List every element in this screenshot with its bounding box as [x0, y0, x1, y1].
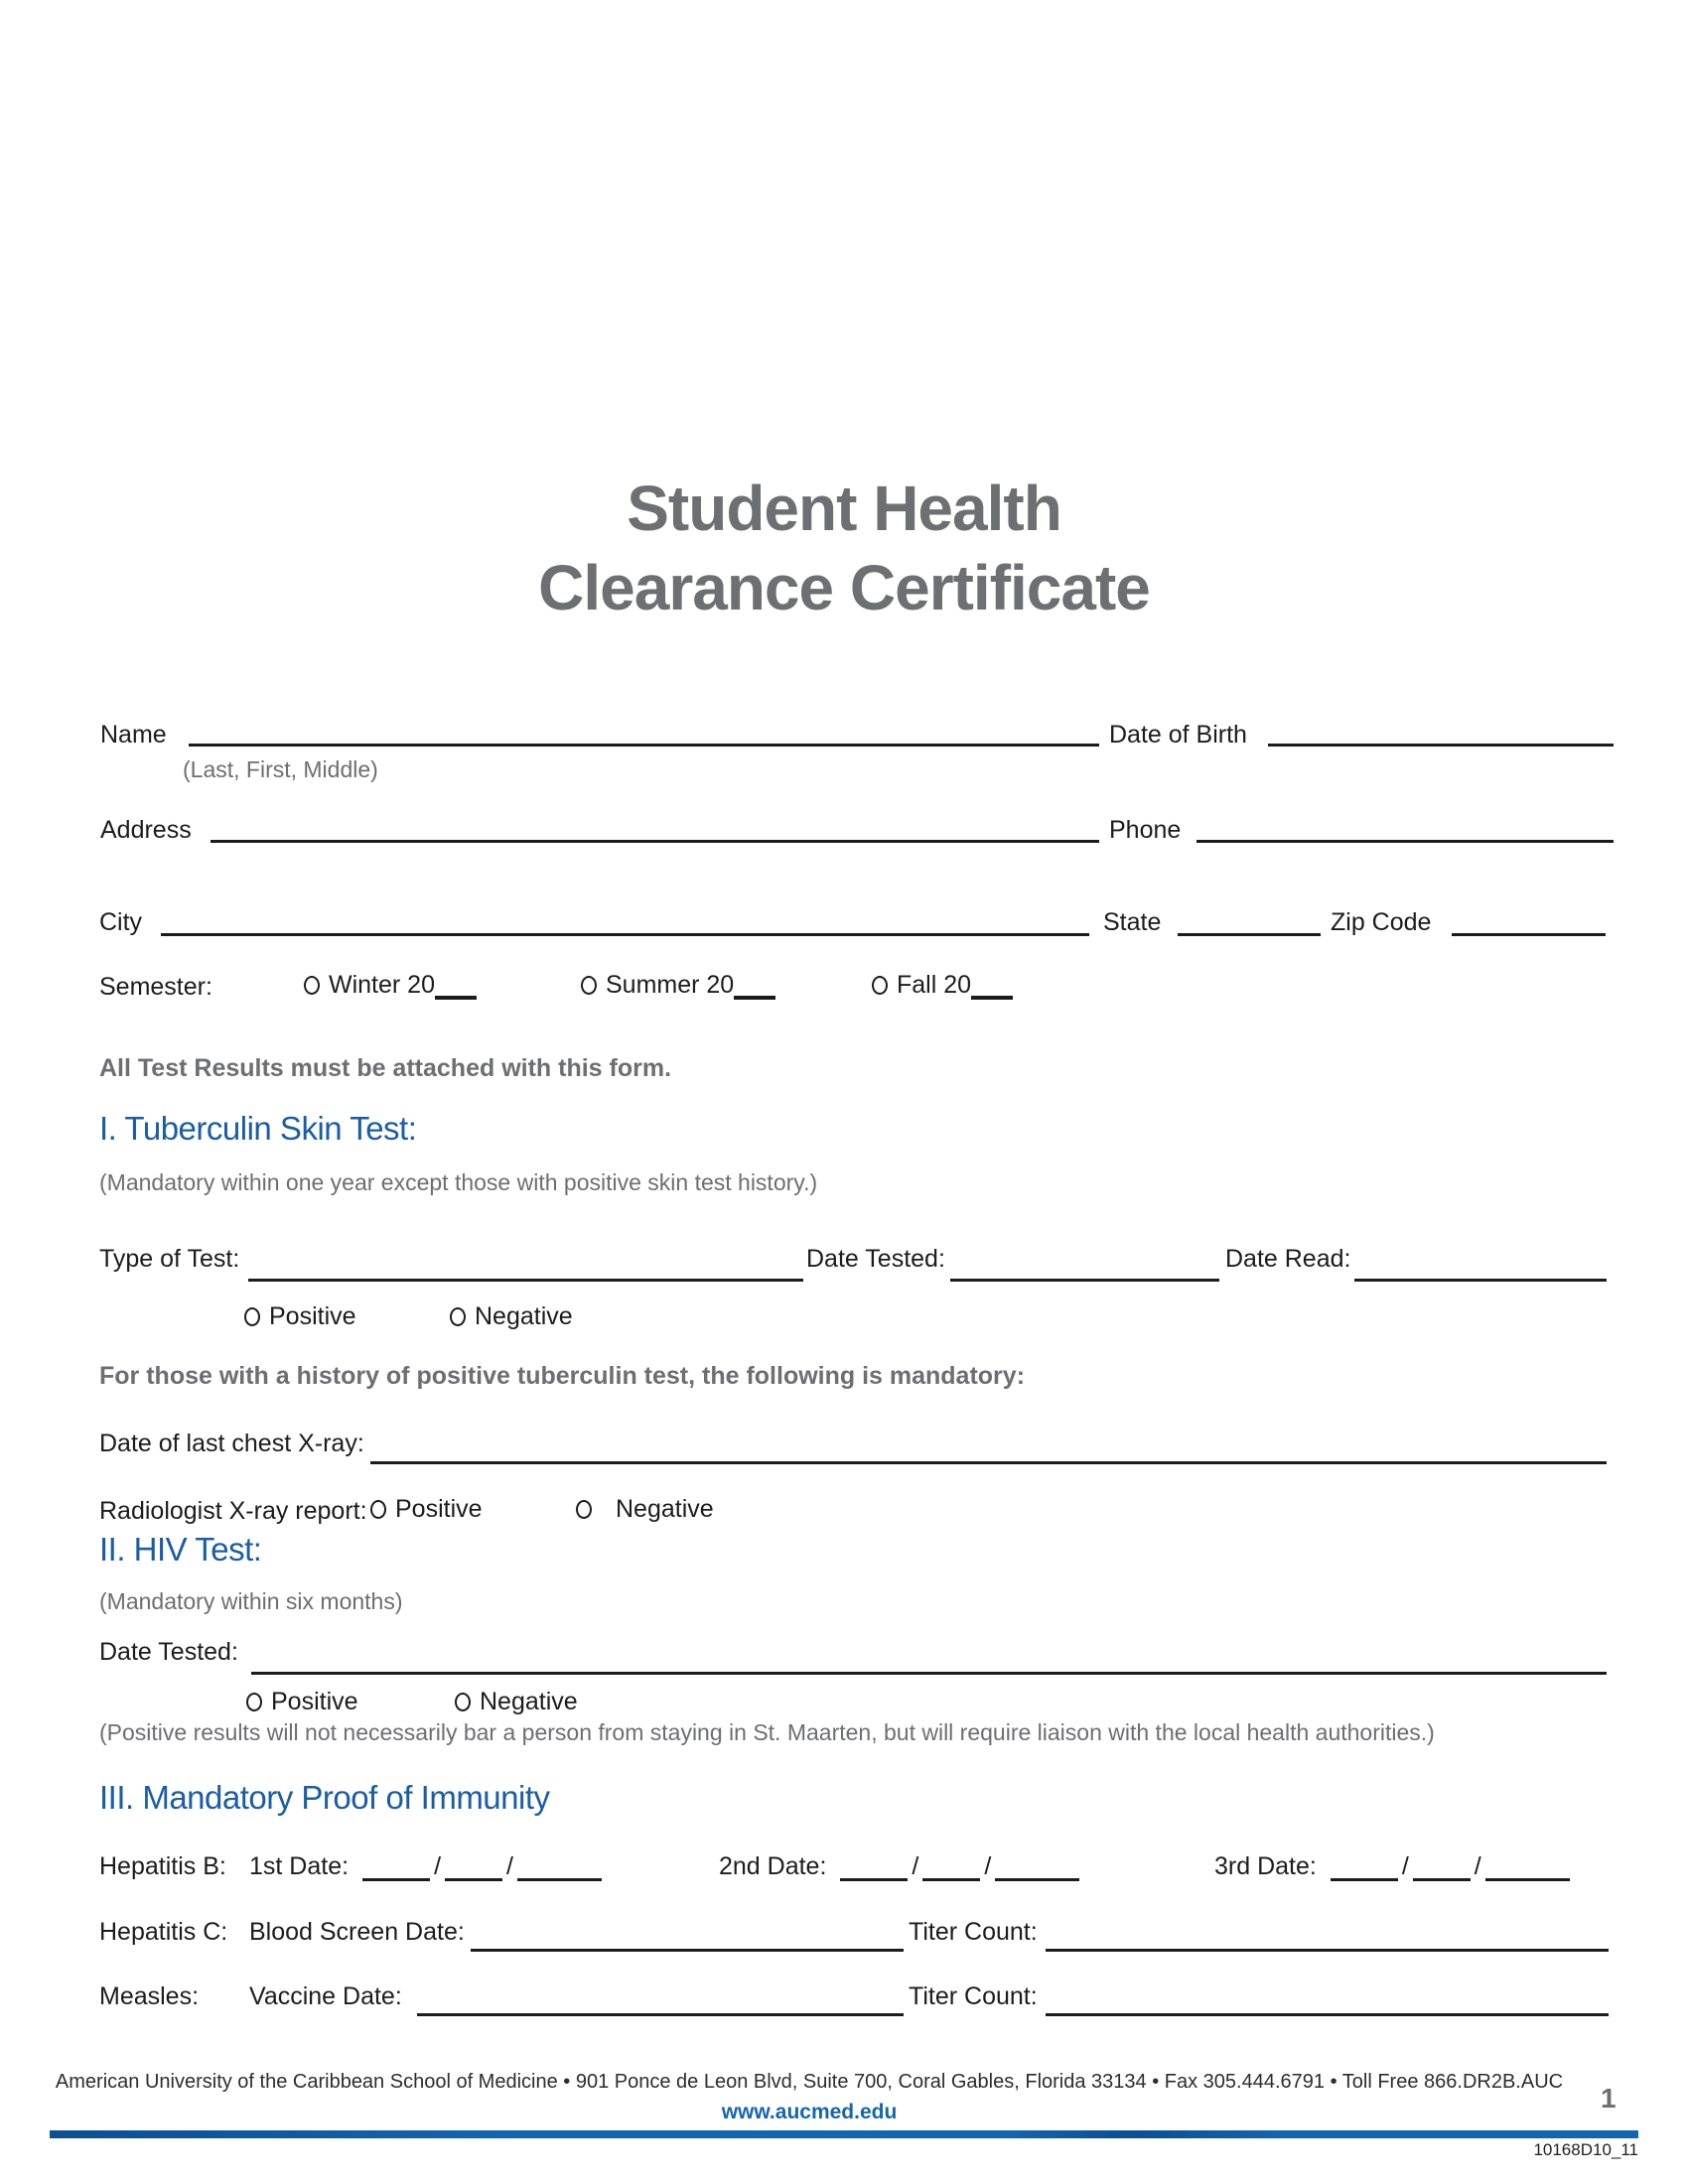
page-number: 1 — [1601, 2083, 1617, 2114]
section3-heading: III. Mandatory Proof of Immunity — [99, 1779, 550, 1816]
date-slash: / — [984, 1852, 992, 1880]
hepb-date1-month-input-line[interactable] — [362, 1857, 430, 1881]
tst-negative-option[interactable] — [450, 1302, 573, 1331]
vaccine-date-label: Vaccine Date: — [249, 1982, 402, 2010]
summer-radio-icon[interactable] — [581, 976, 597, 995]
tst-positive-radio-icon[interactable] — [244, 1307, 260, 1326]
city-label: City — [99, 908, 143, 936]
summer-option-label: Summer 20 — [606, 971, 735, 999]
fall-year-input-line[interactable] — [971, 976, 1013, 1000]
name-hint: (Last, First, Middle) — [183, 756, 378, 782]
winter-option-label: Winter 20 — [329, 971, 435, 999]
city-input-line[interactable] — [161, 933, 1089, 936]
phone-input-line[interactable] — [1196, 840, 1614, 843]
dob-input-line[interactable] — [1268, 744, 1614, 747]
hiv-positive-option[interactable] — [246, 1688, 358, 1716]
summer-year-input-line[interactable] — [734, 976, 775, 1000]
semester-option-fall[interactable] — [872, 971, 1013, 1000]
semester-label: Semester: — [99, 973, 212, 1001]
date-slash: / — [1474, 1852, 1481, 1880]
measles-titer-count-input-line[interactable] — [1046, 2013, 1609, 2016]
radiologist-negative-radio-icon[interactable] — [576, 1500, 592, 1519]
hepb-date3-month-input-line[interactable] — [1331, 1857, 1398, 1881]
hepc-titer-count-label: Titer Count: — [909, 1918, 1038, 1946]
address-input-line[interactable] — [211, 840, 1099, 843]
section1-heading: I. Tuberculin Skin Test: — [99, 1110, 417, 1147]
footer-accent-bar — [50, 2130, 1638, 2138]
radiologist-label: Radiologist X-ray report: — [99, 1497, 367, 1525]
measles-titer-count-label: Titer Count: — [909, 1982, 1038, 2010]
hiv-date-tested-input-line[interactable] — [251, 1672, 1607, 1675]
hepb-date2-day-input-line[interactable] — [922, 1857, 980, 1881]
hiv-negative-option[interactable] — [455, 1688, 578, 1716]
hepb-date2-month-input-line[interactable] — [840, 1857, 908, 1881]
measles-label: Measles: — [99, 1982, 200, 2010]
section2-heading: II. HIV Test: — [99, 1531, 262, 1568]
semester-option-summer[interactable] — [581, 971, 775, 1000]
tst-positive-label: Positive — [269, 1302, 356, 1330]
phone-label: Phone — [1109, 816, 1182, 844]
date-slash: / — [912, 1852, 919, 1880]
doc-code: 10168D10_11 — [1533, 2140, 1638, 2159]
history-notice: For those with a history of positive tuberculin test, the following is mandatory: — [99, 1362, 1026, 1390]
hiv-note: (Positive results will not necessarily bar a person from staying in St. Maarten, but will require liaison with the local health authorities.) — [99, 1719, 1435, 1745]
page-title-line2: Clearance Certificate — [538, 552, 1150, 623]
radiologist-positive-label: Positive — [395, 1495, 483, 1523]
hiv-positive-radio-icon[interactable] — [246, 1693, 262, 1711]
hepb-date2-year-input-line[interactable] — [995, 1857, 1079, 1881]
dob-label: Date of Birth — [1109, 721, 1247, 749]
hepc-titer-count-input-line[interactable] — [1046, 1949, 1609, 1952]
section1-subheading: (Mandatory within one year except those with positive skin test history.) — [99, 1169, 818, 1195]
address-label: Address — [100, 816, 192, 844]
date-read-input-line[interactable] — [1354, 1279, 1607, 1282]
page-title-line1: Student Health — [627, 473, 1061, 544]
tst-positive-option[interactable] — [244, 1302, 356, 1331]
hepb-date3-day-input-line[interactable] — [1413, 1857, 1471, 1881]
page-title — [0, 469, 1688, 627]
winter-radio-icon[interactable] — [304, 976, 320, 995]
name-label: Name — [100, 721, 167, 749]
attach-results-notice: All Test Results must be attached with this form. — [99, 1054, 672, 1082]
chest-xray-input-line[interactable] — [370, 1461, 1607, 1464]
radiologist-positive-radio-icon[interactable] — [370, 1500, 386, 1519]
hiv-date-tested-label: Date Tested: — [99, 1638, 238, 1666]
hiv-negative-radio-icon[interactable] — [455, 1693, 471, 1711]
type-of-test-label: Type of Test: — [99, 1245, 240, 1273]
hepb-date3-group — [1214, 1852, 1570, 1881]
date-slash: / — [506, 1852, 513, 1880]
name-input-line[interactable] — [189, 744, 1099, 747]
state-input-line[interactable] — [1178, 933, 1321, 936]
radiologist-negative-option[interactable] — [576, 1495, 714, 1524]
fall-radio-icon[interactable] — [872, 976, 888, 995]
type-of-test-input-line[interactable] — [248, 1279, 803, 1282]
hepatitis-c-label: Hepatitis C: — [99, 1918, 228, 1946]
section2-subheading: (Mandatory within six months) — [99, 1588, 403, 1614]
date-slash: / — [1401, 1852, 1409, 1880]
tst-date-tested-input-line[interactable] — [950, 1279, 1219, 1282]
radiologist-positive-option[interactable] — [370, 1495, 483, 1524]
fall-option-label: Fall 20 — [897, 971, 972, 999]
hepb-date3-year-input-line[interactable] — [1485, 1857, 1570, 1881]
date1-label: 1st Date: — [249, 1852, 350, 1880]
winter-year-input-line[interactable] — [435, 976, 477, 1000]
date2-label: 2nd Date: — [719, 1852, 827, 1880]
hiv-positive-label: Positive — [271, 1688, 358, 1715]
zip-label: Zip Code — [1331, 908, 1432, 936]
tst-negative-radio-icon[interactable] — [450, 1307, 466, 1326]
tst-date-tested-label: Date Tested: — [806, 1245, 945, 1273]
chest-xray-label: Date of last chest X-ray: — [99, 1430, 364, 1457]
footer-org-line: American University of the Caribbean School of Medicine • 901 Ponce de Leon Blvd, Suite 700, Coral Gables, Florida 33134 • Fax 305.444.6791 • Toll Free 866.DR2B.AUC — [55, 2071, 1564, 2093]
hepb-date1-year-input-line[interactable] — [517, 1857, 602, 1881]
tst-negative-label: Negative — [475, 1302, 573, 1330]
state-label: State — [1103, 908, 1162, 936]
hepb-date2-group — [719, 1852, 1079, 1881]
semester-option-winter[interactable] — [304, 971, 477, 1000]
zip-input-line[interactable] — [1452, 933, 1606, 936]
date-slash: / — [434, 1852, 442, 1880]
blood-screen-input-line[interactable] — [471, 1949, 904, 1952]
blood-screen-label: Blood Screen Date: — [249, 1918, 465, 1946]
hepb-date1-day-input-line[interactable] — [445, 1857, 502, 1881]
vaccine-date-input-line[interactable] — [417, 2013, 904, 2016]
date3-label: 3rd Date: — [1214, 1852, 1317, 1880]
hepb-date1-group — [249, 1852, 602, 1881]
hiv-negative-label: Negative — [480, 1688, 578, 1715]
radiologist-negative-label: Negative — [616, 1495, 714, 1523]
footer-website-link[interactable]: www.aucmed.edu — [721, 2101, 898, 2123]
hepatitis-b-label: Hepatitis B: — [99, 1852, 226, 1880]
date-read-label: Date Read: — [1225, 1245, 1351, 1273]
